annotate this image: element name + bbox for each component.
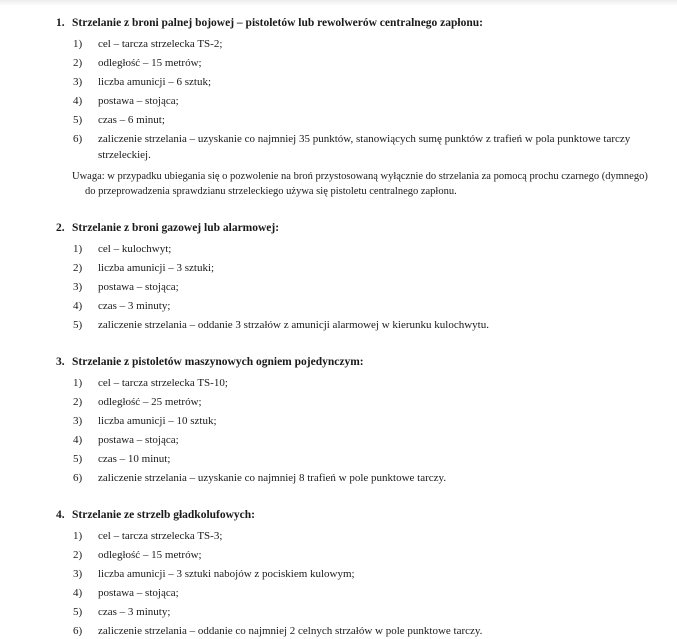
document-content xyxy=(0,15,677,639)
list-item xyxy=(0,241,677,257)
item-number: 6) xyxy=(73,625,83,637)
section-number: 3. xyxy=(56,356,65,368)
list-item xyxy=(0,413,677,429)
item-text: czas – 6 minut; xyxy=(98,114,165,126)
list-item xyxy=(0,604,677,620)
list-item xyxy=(0,260,677,276)
section-4 xyxy=(0,507,677,639)
item-number: 6) xyxy=(73,133,83,145)
list-item xyxy=(0,566,677,582)
item-number: 3) xyxy=(73,76,83,88)
item-number: 2) xyxy=(73,396,83,408)
note xyxy=(0,169,677,199)
item-text: liczba amunicji – 3 sztuki nabojów z pociskiem kulowym; xyxy=(98,568,355,580)
item-number: 5) xyxy=(73,319,83,331)
item-text: odległość – 15 metrów; xyxy=(98,549,202,561)
list-item xyxy=(0,55,677,71)
list-item xyxy=(0,432,677,448)
item-text: cel – tarcza strzelecka TS-10; xyxy=(98,377,228,389)
item-number: 2) xyxy=(73,57,83,69)
list-item xyxy=(0,279,677,295)
item-text: czas – 3 minuty; xyxy=(98,606,171,618)
section-heading xyxy=(0,507,677,524)
item-number: 1) xyxy=(73,377,83,389)
item-text: postawa – stojąca; xyxy=(98,434,179,446)
section-heading xyxy=(0,220,677,237)
item-text: postawa – stojąca; xyxy=(98,587,179,599)
section-title: Strzelanie z broni gazowej lub alarmowej: xyxy=(72,222,280,234)
item-text: liczba amunicji – 10 sztuk; xyxy=(98,415,217,427)
item-text: odległość – 25 metrów; xyxy=(98,396,202,408)
list-item xyxy=(0,394,677,410)
item-text: liczba amunicji – 6 sztuk; xyxy=(98,76,212,88)
list-item xyxy=(0,585,677,601)
list-item xyxy=(0,317,677,333)
item-text: czas – 10 minut; xyxy=(98,453,171,465)
item-number: 1) xyxy=(73,243,83,255)
note-label: Uwaga: xyxy=(72,171,105,182)
list-item xyxy=(0,131,677,163)
item-number: 4) xyxy=(73,300,83,312)
item-text: liczba amunicji – 3 sztuki; xyxy=(98,262,215,274)
item-text: zaliczenie strzelania – oddanie 3 strzałów z amunicji alarmowej w kierunku kulochwytu. xyxy=(98,319,489,331)
list-item xyxy=(0,298,677,314)
list-item xyxy=(0,623,677,639)
section-number: 2. xyxy=(56,222,65,234)
item-number: 2) xyxy=(73,262,83,274)
section-title: Strzelanie ze strzelb gładkolufowych: xyxy=(72,509,256,521)
item-number: 5) xyxy=(73,114,83,126)
item-number: 3) xyxy=(73,415,83,427)
item-text: cel – tarcza strzelecka TS-3; xyxy=(98,530,223,542)
item-text: postawa – stojąca; xyxy=(98,281,179,293)
item-text: zaliczenie strzelania – uzyskanie co najmniej 35 punktów, stanowiących sumę punktów z trafień w pola punktowe tarczy strzeleckiej. xyxy=(98,133,631,161)
item-number: 4) xyxy=(73,95,83,107)
item-text: cel – kulochwyt; xyxy=(98,243,172,255)
list-item xyxy=(0,93,677,109)
section-number: 4. xyxy=(56,509,65,521)
section-title: Strzelanie z broni palnej bojowej – pistoletów lub rewolwerów centralnego zapłonu: xyxy=(72,17,483,29)
section-2 xyxy=(0,220,677,333)
list-item xyxy=(0,375,677,391)
item-number: 1) xyxy=(73,530,83,542)
section-number: 1. xyxy=(56,17,65,29)
item-number: 3) xyxy=(73,568,83,580)
list-item xyxy=(0,112,677,128)
item-number: 4) xyxy=(73,587,83,599)
section-heading xyxy=(0,15,677,32)
item-text: zaliczenie strzelania – uzyskanie co najmniej 8 trafień w pole punktowe tarczy. xyxy=(98,472,447,484)
item-number: 3) xyxy=(73,281,83,293)
section-title: Strzelanie z pistoletów maszynowych ogniem pojedynczym: xyxy=(72,356,364,368)
list-item xyxy=(0,36,677,52)
item-number: 5) xyxy=(73,606,83,618)
item-text: zaliczenie strzelania – oddanie co najmniej 2 celnych strzałów w pole punktowe tarczy. xyxy=(98,625,483,637)
top-edge-shadow xyxy=(0,0,677,6)
list-item xyxy=(0,470,677,486)
section-1 xyxy=(0,15,677,199)
list-item xyxy=(0,528,677,544)
item-text: odległość – 15 metrów; xyxy=(98,57,202,69)
item-text: czas – 3 minuty; xyxy=(98,300,171,312)
list-item xyxy=(0,547,677,563)
item-text: postawa – stojąca; xyxy=(98,95,179,107)
list-item xyxy=(0,74,677,90)
item-number: 6) xyxy=(73,472,83,484)
item-text: cel – tarcza strzelecka TS-2; xyxy=(98,38,223,50)
item-number: 5) xyxy=(73,453,83,465)
section-heading xyxy=(0,354,677,371)
list-item xyxy=(0,451,677,467)
section-3 xyxy=(0,354,677,486)
item-number: 1) xyxy=(73,38,83,50)
item-number: 4) xyxy=(73,434,83,446)
note-text: w przypadku ubiegania się o pozwolenie na broń przystosowaną wyłącznie do strzelania za pomocą prochu czarnego (dymnego) do przeprowadzenia sprawdzianu strzeleckiego używa się pistoletu centralnego zapłonu. xyxy=(85,171,648,197)
item-number: 2) xyxy=(73,549,83,561)
